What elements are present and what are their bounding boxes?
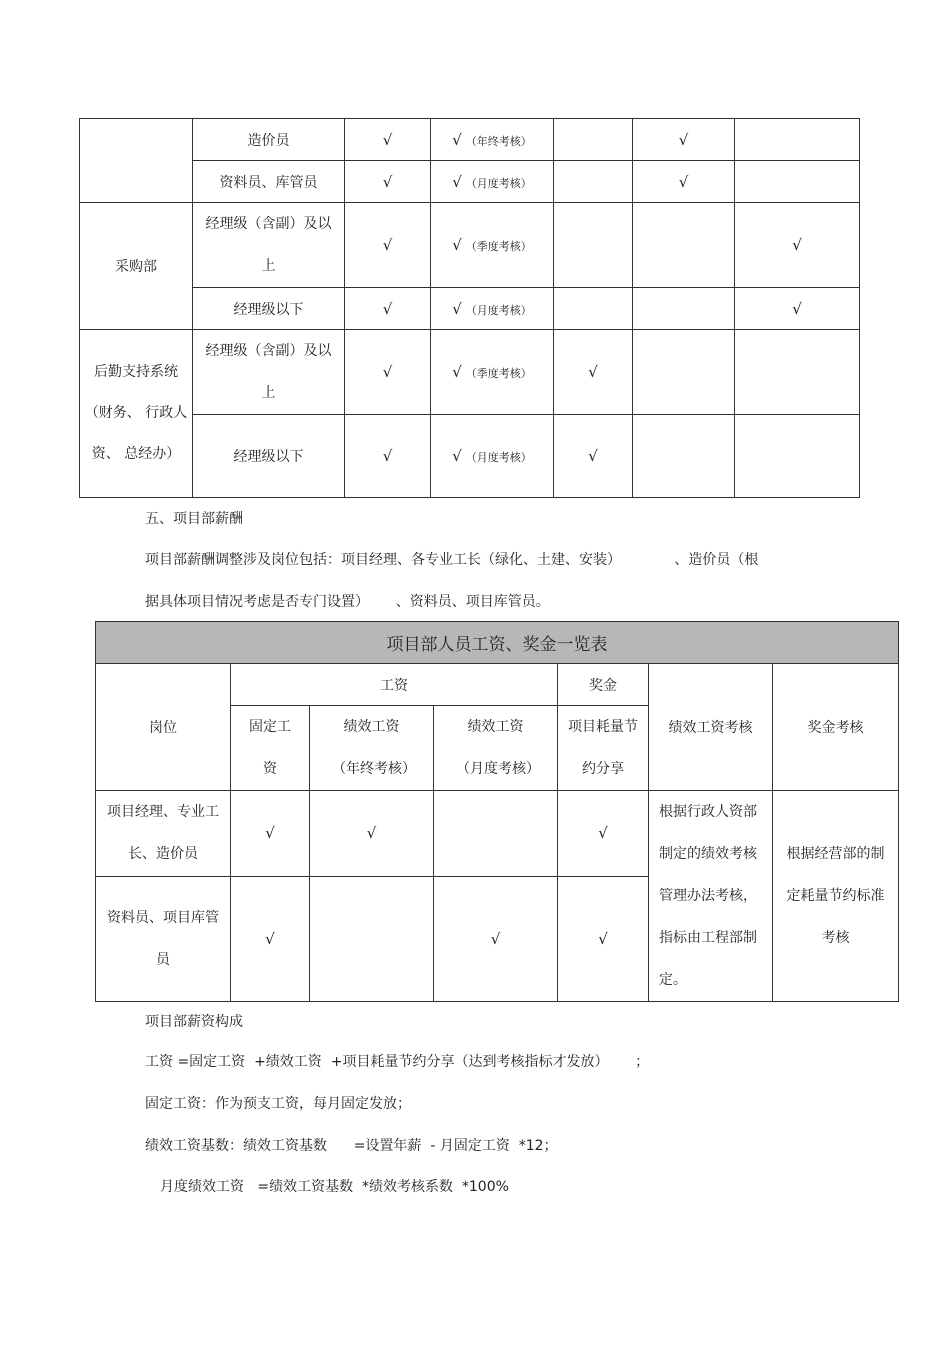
- table-header-row: [96, 664, 899, 706]
- dept-cell: 后勤支持系统（财务、 行政人资、 总经办）: [80, 330, 193, 498]
- formula-line: 绩效工资基数：绩效工资基数 =设置年薪 - 月固定工资 *12；: [145, 1138, 558, 1154]
- check-cell: √: [735, 203, 860, 288]
- header-post: 岗位: [96, 664, 231, 791]
- role-cell: 经理级以下: [193, 415, 345, 498]
- check-cell: √: [345, 119, 431, 161]
- check-cell: √: [345, 415, 431, 498]
- table-title-row: [96, 622, 899, 664]
- check-cell: [431, 415, 554, 498]
- header-fixed: 固定工资: [231, 706, 310, 791]
- check-mark: √: [452, 447, 462, 465]
- header-perf-year: 绩效工资（年终考核）: [310, 706, 434, 791]
- post-cell: 项目经理、专业工长、造价员: [96, 791, 231, 877]
- assess-tag: （月度考核）: [465, 303, 532, 317]
- check-cell: [310, 876, 434, 1001]
- assess-tag: （年终考核）: [465, 134, 532, 148]
- role-cell: 经理级（含副）及以上: [193, 203, 345, 288]
- check-cell: [735, 161, 860, 203]
- perf-assess-cell: 根据行政人资部制定的绩效考核管理办法考核，指标由工程部制定。: [649, 791, 773, 1002]
- check-cell: √: [345, 161, 431, 203]
- check-cell: [554, 161, 633, 203]
- project-salary-table: [95, 621, 899, 1002]
- section-paragraph: 项目部薪酬调整涉及岗位包括：项目经理、各专业工长（绿化、土建、安装） 、造价员（根: [145, 552, 759, 568]
- check-cell: [431, 330, 554, 415]
- role-cell: 经理级以下: [193, 288, 345, 330]
- table-row: [80, 330, 860, 415]
- check-cell: [431, 288, 554, 330]
- header-perf-assess: 绩效工资考核: [649, 664, 773, 791]
- position-bonus-table: [79, 118, 860, 498]
- check-cell: √: [633, 161, 735, 203]
- header-saving: 项目耗量节约分享: [558, 706, 649, 791]
- header-perf-month: 绩效工资（月度考核）: [434, 706, 558, 791]
- formula-line: 固定工资：作为预支工资，每月固定发放；: [145, 1096, 411, 1112]
- check-cell: √: [558, 791, 649, 877]
- role-cell: 经理级（含副）及以上: [193, 330, 345, 415]
- header-salary: 工资: [231, 664, 558, 706]
- check-cell: [554, 203, 633, 288]
- check-cell: [735, 330, 860, 415]
- role-cell: 资料员、库管员: [193, 161, 345, 203]
- composition-heading: 项目部薪资构成: [145, 1014, 243, 1030]
- check-cell: √: [633, 119, 735, 161]
- dept-cell: [80, 119, 193, 203]
- check-cell: [633, 415, 735, 498]
- check-cell: [735, 415, 860, 498]
- check-cell: [735, 119, 860, 161]
- role-cell: 造价员: [193, 119, 345, 161]
- assess-tag: （季度考核）: [465, 367, 532, 380]
- check-mark: √: [452, 299, 462, 318]
- check-cell: [431, 203, 554, 288]
- bonus-assess-cell: 根据经营部的制定耗量节约标准考核: [773, 791, 899, 1002]
- section-paragraph: 据具体项目情况考虑是否专门设置） 、资料员、项目库管员。: [145, 594, 550, 610]
- check-cell: [633, 330, 735, 415]
- check-cell: [633, 288, 735, 330]
- header-bonus-assess: 奖金考核: [773, 664, 899, 791]
- dept-cell: 采购部: [80, 203, 193, 330]
- check-cell: √: [345, 330, 431, 415]
- check-cell: [554, 288, 633, 330]
- check-cell: √: [345, 288, 431, 330]
- formula-line: 月度绩效工资 =绩效工资基数 *绩效考核系数 *100%: [160, 1179, 509, 1195]
- check-cell: [431, 119, 554, 161]
- formula-line: 工资 =固定工资 +绩效工资 +项目耗量节约分享（达到考核指标才发放） ；: [145, 1054, 650, 1070]
- check-mark: √: [452, 130, 462, 149]
- check-mark: √: [452, 172, 462, 191]
- table-row: [96, 791, 899, 877]
- assess-tag: （月度考核）: [465, 176, 532, 190]
- check-cell: [431, 161, 554, 203]
- check-cell: [434, 791, 558, 877]
- check-cell: √: [735, 288, 860, 330]
- check-cell: √: [345, 203, 431, 288]
- check-cell: √: [558, 876, 649, 1001]
- check-cell: √: [231, 876, 310, 1001]
- check-cell: √: [554, 330, 633, 415]
- check-cell: [554, 119, 633, 161]
- table-row: [80, 415, 860, 498]
- header-bonus: 奖金: [558, 664, 649, 706]
- check-mark: √: [452, 236, 462, 254]
- section-heading: 五、项目部薪酬: [145, 511, 243, 527]
- assess-tag: （月度考核）: [465, 451, 532, 464]
- table-row: [80, 119, 860, 161]
- table-row: [80, 203, 860, 288]
- check-cell: [633, 203, 735, 288]
- check-cell: √: [231, 791, 310, 877]
- table-row: [80, 288, 860, 330]
- table-title: 项目部人员工资、奖金一览表: [96, 622, 899, 664]
- table-row: [80, 161, 860, 203]
- check-mark: √: [452, 363, 462, 381]
- check-cell: √: [554, 415, 633, 498]
- assess-tag: （季度考核）: [465, 240, 532, 253]
- post-cell: 资料员、项目库管员: [96, 876, 231, 1001]
- check-cell: √: [434, 876, 558, 1001]
- check-cell: √: [310, 791, 434, 877]
